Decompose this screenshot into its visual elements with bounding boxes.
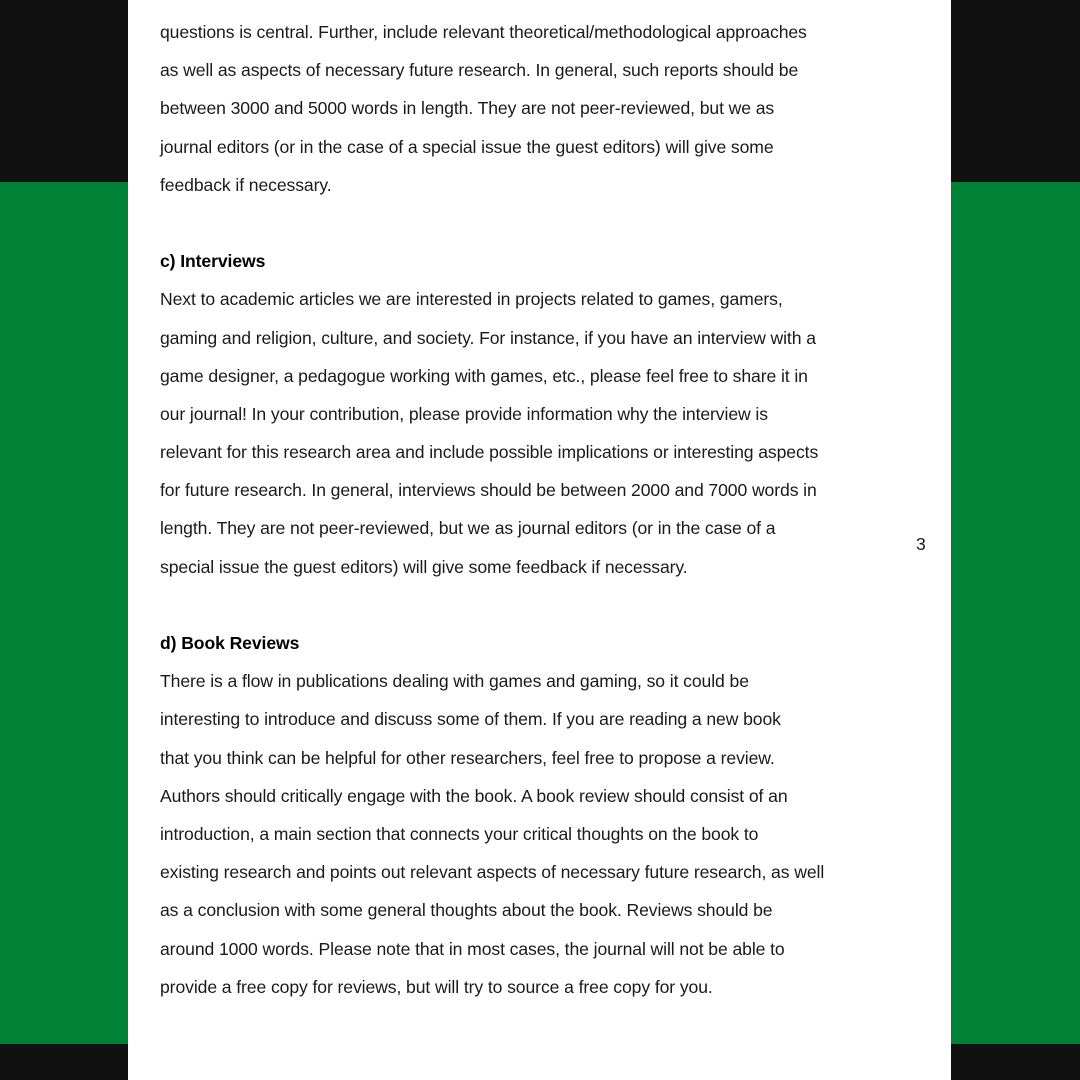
page-number: 3 xyxy=(916,534,926,554)
paragraph-spacer xyxy=(160,204,890,242)
text-line: There is a flow in publications dealing with games and gaming, so it could be xyxy=(160,671,749,692)
text-line: for future research. In general, interviews should be between 2000 and 7000 words in xyxy=(160,480,817,501)
book-reviews-section xyxy=(160,624,890,1006)
text-line: provide a free copy for reviews, but will try to source a free copy for you. xyxy=(160,976,713,997)
intro-paragraph xyxy=(160,13,890,204)
text-line: Authors should critically engage with the book. A book review should consist of an xyxy=(160,785,788,806)
text-line: gaming and religion, culture, and society. For instance, if you have an interview with a xyxy=(160,327,816,348)
text-line: that you think can be helpful for other researchers, feel free to propose a review. xyxy=(160,747,775,768)
text-line: existing research and points out relevant aspects of necessary future research, as well xyxy=(160,862,825,883)
text-line: around 1000 words. Please note that in most cases, the journal will not be able to xyxy=(160,938,785,959)
text-line: Next to academic articles we are interested in projects related to games, gamers, xyxy=(160,289,783,310)
section-heading-interviews: c) Interviews xyxy=(160,251,266,272)
interviews-section xyxy=(160,242,890,586)
text-line: questions is central. Further, include relevant theoretical/methodological approaches xyxy=(160,22,807,42)
text-line: journal editors (or in the case of a special issue the guest editors) will give some xyxy=(160,136,774,157)
text-line: feedback if necessary. xyxy=(160,174,332,195)
text-line: introduction, a main section that connects your critical thoughts on the book to xyxy=(160,823,759,844)
text-line: as well as aspects of necessary future research. In general, such reports should be xyxy=(160,60,799,81)
text-line: as a conclusion with some general thoughts about the book. Reviews should be xyxy=(160,900,773,921)
section-heading-book-reviews: d) Book Reviews xyxy=(160,633,300,653)
text-line: length. They are not peer-reviewed, but we as journal editors (or in the case of a xyxy=(160,518,776,539)
text-line: interesting to introduce and discuss some of them. If you are reading a new book xyxy=(160,709,781,730)
document-page xyxy=(128,0,951,1080)
page-body xyxy=(160,13,890,1006)
paragraph-spacer xyxy=(160,586,890,624)
text-line: relevant for this research area and include possible implications or interesting aspects xyxy=(160,442,819,463)
text-line: our journal! In your contribution, please provide information why the interview is xyxy=(160,403,768,424)
text-line: game designer, a pedagogue working with games, etc., please feel free to share it in xyxy=(160,365,808,386)
text-line: special issue the guest editors) will give some feedback if necessary. xyxy=(160,556,688,577)
text-line: between 3000 and 5000 words in length. They are not peer-reviewed, but we as xyxy=(160,98,775,119)
